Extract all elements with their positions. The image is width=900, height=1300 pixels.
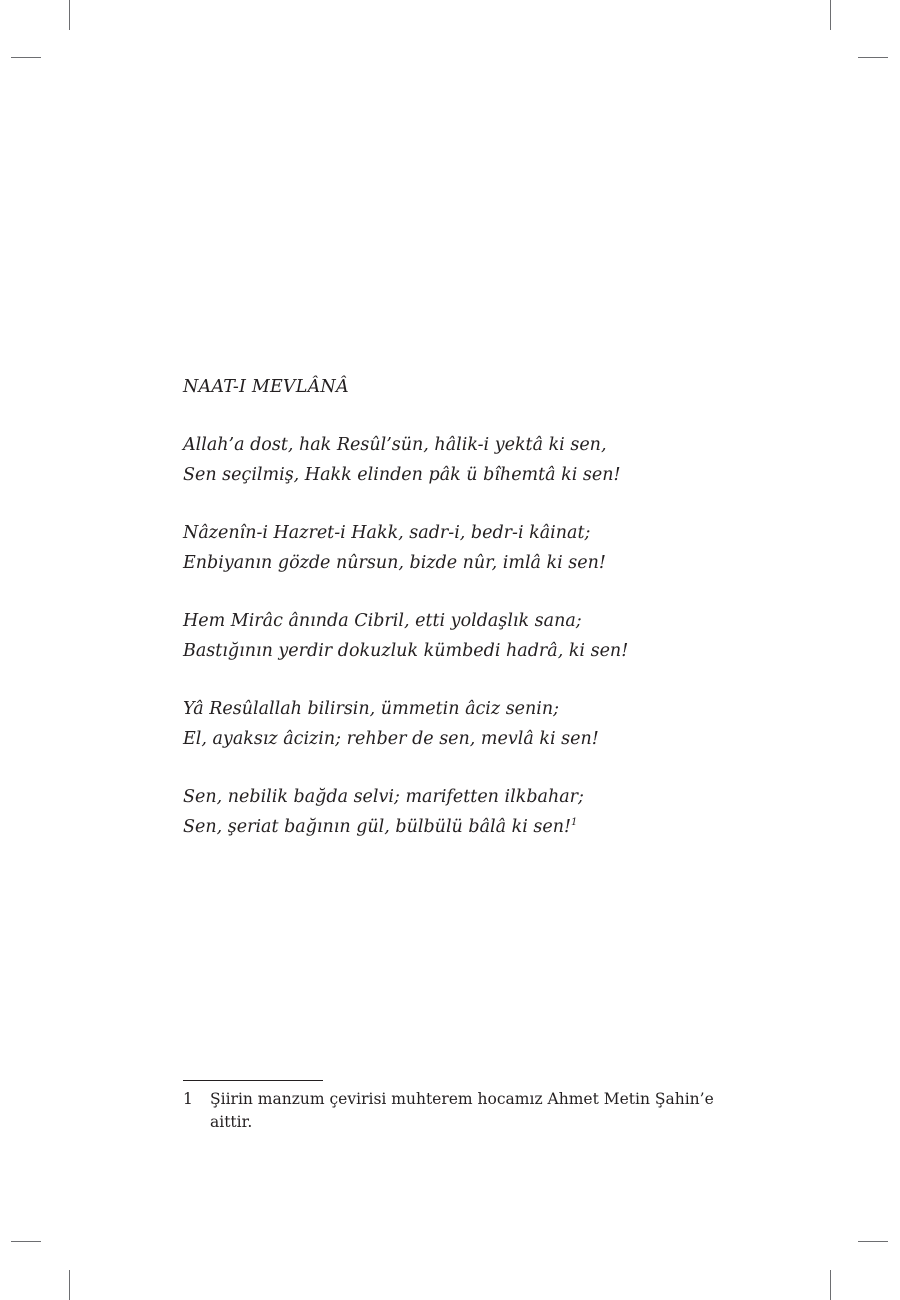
stanza xyxy=(183,606,823,666)
crop-mark-top-right-horizontal xyxy=(858,57,888,58)
footnote-text: Şiirin manzum çevirisi muhterem hocamız Ahmet Metin Şahin’e aittir. xyxy=(210,1090,714,1131)
poem xyxy=(183,372,823,870)
verse-line: Nâzenîn-i Hazret-i Hakk, sadr-i, bedr-i kâinat; xyxy=(183,523,591,543)
crop-mark-bottom-right-horizontal xyxy=(858,1241,888,1242)
crop-mark-top-left-horizontal xyxy=(11,57,41,58)
footnote xyxy=(183,1088,743,1134)
verse-line: Sen, nebilik bağda selvi; marifetten ilkbahar; xyxy=(183,787,584,807)
footnote-reference[interactable]: 1 xyxy=(571,817,578,828)
poem-title: NAAT-I MEVLÂNÂ xyxy=(183,377,349,397)
verse-line: Yâ Resûlallah bilirsin, ümmetin âciz senin; xyxy=(183,699,560,719)
footnote-divider xyxy=(183,1080,323,1081)
verse-line: Sen seçilmiş, Hakk elinden pâk ü bîhemtâ ki sen! xyxy=(183,465,621,485)
stanza xyxy=(183,518,823,578)
verse-line-with-footnote xyxy=(183,812,823,842)
crop-mark-top-right-vertical xyxy=(830,0,831,30)
verse-line: Hem Mirâc ânında Cibril, etti yoldaşlık sana; xyxy=(183,611,582,631)
crop-mark-bottom-left-vertical xyxy=(69,1270,70,1300)
verse-line: El, ayaksız âcizin; rehber de sen, mevlâ ki sen! xyxy=(183,729,599,749)
verse-line: Enbiyanın gözde nûrsun, bizde nûr, imlâ ki sen! xyxy=(183,553,606,573)
stanza xyxy=(183,430,823,490)
crop-mark-top-left-vertical xyxy=(69,0,70,30)
crop-mark-bottom-left-horizontal xyxy=(11,1241,41,1242)
crop-mark-bottom-right-vertical xyxy=(830,1270,831,1300)
stanza xyxy=(183,694,823,754)
stanza xyxy=(183,782,823,842)
verse-line: Allah’a dost, hak Resûl’sün, hâlik-i yektâ ki sen, xyxy=(183,435,607,455)
footnote-number: 1 xyxy=(183,1090,193,1108)
verse-line-text: Sen, şeriat bağının gül, bülbülü bâlâ ki sen! xyxy=(183,817,572,837)
verse-line: Bastığının yerdir dokuzluk kümbedi hadrâ, ki sen! xyxy=(183,641,629,661)
